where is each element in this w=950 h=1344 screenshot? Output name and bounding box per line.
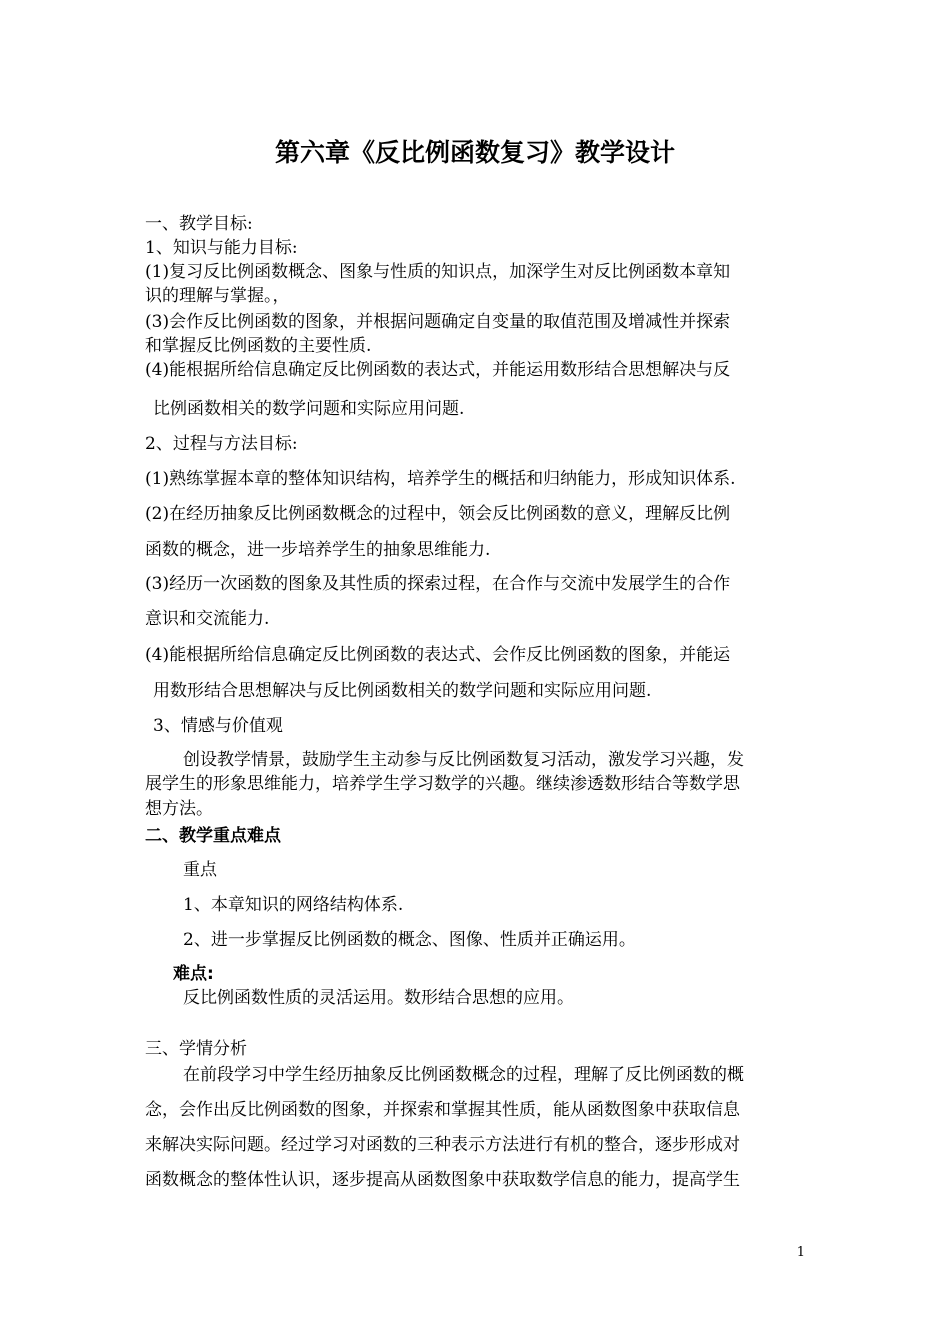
text-line: 用数形结合思想解决与反比例函数相关的数学问题和实际应用问题.	[153, 681, 652, 701]
text-line: 函数的概念，进一步培养学生的抽象思维能力.	[145, 540, 491, 560]
text-line: 意识和交流能力.	[145, 609, 270, 629]
text-line: 念，会作出反比例函数的图象，并探索和掌握其性质，能从函数图象中获取信息	[145, 1100, 740, 1120]
text-line: (3)经历一次函数的图象及其性质的探索过程，在合作与交流中发展学生的合作	[145, 574, 731, 594]
subheading-emotion-values: 3、情感与价值观	[153, 716, 283, 736]
text-line: 2、进一步掌握反比例函数的概念、图像、性质并正确运用。	[183, 930, 636, 950]
label-difficulties: 难点:	[173, 964, 214, 984]
text-line: 函数概念的整体性认识，逐步提高从函数图象中获取数学信息的能力，提高学生	[145, 1170, 740, 1190]
text-line: (4)能根据所给信息确定反比例函数的表达式，并能运用数形结合思想解决与反	[145, 360, 731, 380]
section-heading-key-points: 二、教学重点难点	[145, 826, 281, 846]
text-line: 创设教学情景，鼓励学生主动参与反比例函数复习活动，激发学习兴趣，发	[183, 750, 744, 770]
text-line: 识的理解与掌握。，	[145, 286, 290, 306]
text-line: (1)复习反比例函数概念、图象与性质的知识点，加深学生对反比例函数本章知	[145, 262, 731, 282]
text-line: (2)在经历抽象反比例函数概念的过程中，领会反比例函数的意义，理解反比例	[145, 504, 731, 524]
text-line: (3)会作反比例函数的图象，并根据问题确定自变量的取值范围及增减性并探索	[145, 312, 731, 332]
text-line: 反比例函数性质的灵活运用。数形结合思想的应用。	[183, 988, 574, 1008]
section-heading-student-analysis: 三、学情分析	[145, 1039, 247, 1059]
text-line: (4)能根据所给信息确定反比例函数的表达式、会作反比例函数的图象，并能运	[145, 645, 731, 665]
label-key-points: 重点	[183, 860, 217, 880]
document-title: 第六章《反比例函数复习》教学设计	[274, 138, 675, 167]
text-line: 1、本章知识的网络结构体系.	[183, 895, 404, 915]
text-line: 比例函数相关的数学问题和实际应用问题.	[153, 399, 465, 419]
text-line: 想方法。	[145, 799, 213, 819]
subheading-knowledge-ability: 1、知识与能力目标:	[145, 238, 298, 258]
page-number: 1	[796, 1245, 805, 1260]
text-line: 展学生的形象思维能力，培养学生学习数学的兴趣。继续渗透数形结合等数学思	[145, 774, 740, 794]
text-line: 在前段学习中学生经历抽象反比例函数概念的过程，理解了反比例函数的概	[183, 1065, 744, 1085]
subheading-process-method: 2、过程与方法目标:	[145, 434, 298, 454]
section-heading-objectives: 一、教学目标:	[145, 214, 253, 234]
text-line: 和掌握反比例函数的主要性质.	[145, 336, 372, 356]
text-line: (1)熟练掌握本章的整体知识结构，培养学生的概括和归纳能力，形成知识体系.	[145, 469, 736, 489]
text-line: 来解决实际问题。经过学习对函数的三种表示方法进行有机的整合，逐步形成对	[145, 1135, 740, 1155]
